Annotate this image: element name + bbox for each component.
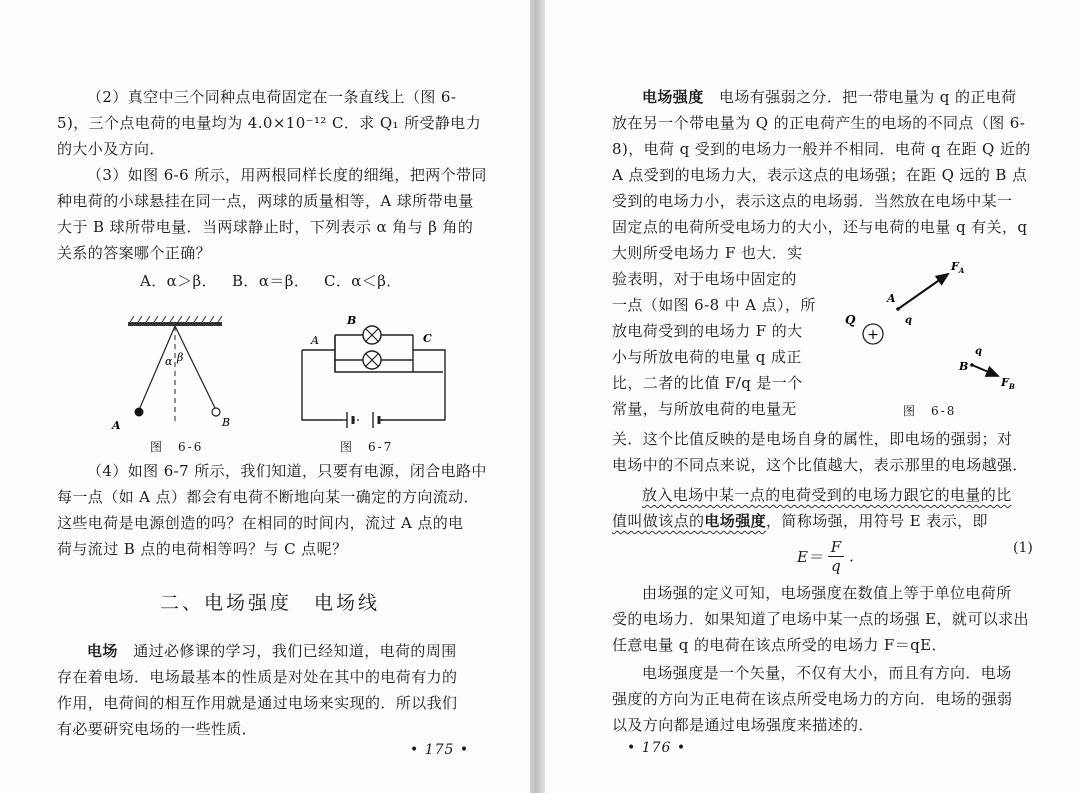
electric-field-paragraph [57,638,482,742]
field-strength-paragraph [612,84,1042,240]
equation-lhs: E＝ [797,548,823,566]
label-Q: Q [845,313,856,327]
label-FB-sub: B [1008,382,1015,391]
field-strength-conclusion [612,426,1042,478]
label-a: A [311,334,319,347]
text-line: 常量，与所放电荷的电量无 [612,400,797,418]
text-line: 小与所放电荷的电量 q 成正 [612,348,802,366]
exercise-2 [57,84,482,162]
text-line: 由场强的定义可知，电场强度在数值上等于单位电荷所 [642,584,1012,602]
plus-sign: + [867,327,879,343]
text-line: 以及方向都是通过电场强度来描述的． [612,716,874,734]
text-line: 放电荷受到的电场力 F 的大 [612,322,803,340]
text-line: 作用，电荷间的相互作用就是通过电场来实现的．所以我们 [57,694,458,712]
equation-denominator: q [831,557,841,575]
text-line: 存在着电场．电场最基本的性质是对处在其中的电荷有力的 [57,668,458,686]
exercise-4 [57,458,487,562]
definition-line-2-pre: 值叫做该点的 [612,512,705,530]
exercise-3 [57,162,487,266]
label-FB [1000,376,1015,391]
text-line: 放在另一个带电量为 Q 的正电荷产生的电场的不同点（图 6- [612,114,1026,132]
lamp-bottom [363,351,381,369]
term-field-strength: 电场强度 [642,88,704,106]
text-line: 电场中的不同点来说，这个比值越大，表示那里的电场越强． [612,456,1028,474]
page-number: • 176 • [627,740,687,756]
equation-numerator: F [828,538,844,557]
label-FB-main: F [1001,376,1009,389]
caption-6-7: 图 6-7 [340,440,394,454]
text-line: 受到的电场力小，表示这点的电场弱．当然放在电场中某一 [612,192,1013,210]
label-b: B [347,314,357,327]
caption-6-8: 图 6-8 [903,404,957,418]
text-line: 固定点的电荷所受电场力的大小，还与电荷的电量 q 有关，q [612,218,1028,236]
text-line: 一点（如图 6-8 中 A 点），所 [612,296,816,314]
definition-line-2-post: ，简称场强，用符号 E 表示，即 [766,512,988,530]
alpha-label: α [165,355,173,368]
text-line: 种电荷的小球悬挂在同一点，两球的质量相等，A 球所带电量 [57,192,474,210]
narrow-column-text [612,240,827,422]
after-equation-paragraph [612,580,1042,658]
text-line: 关．这个比值反映的是电场自身的属性，即电场的强弱；对 [612,430,1013,448]
ceiling-hatch [128,322,222,326]
text-line: 通过必修课的学习，我们已经知道，电荷的周围 [133,642,457,660]
equation-number: (1) [1013,540,1033,556]
label-A: A [887,292,896,305]
force-arrow-a [898,274,948,309]
answer-options [140,268,440,294]
label-FA-main: F [951,260,959,273]
string-b [175,326,216,410]
lamp-top [363,326,381,344]
caption-6-6: 图 6-6 [150,440,204,454]
label-a: A [112,419,121,432]
figure-6-6 [100,312,250,437]
section-heading: 二、电场强度 电场线 [160,592,381,614]
term-electric-field: 电场 [87,642,118,660]
text-line: 大则所受电场力 F 也大．实 [612,244,803,262]
book-gutter [530,0,545,793]
text-line: A 点受到的电场力大，表示这点的电场强；在距 Q 远的 B 点 [612,166,1028,184]
option-c: C．α＜β． [324,272,402,290]
right-page [545,0,1080,793]
text-line: 受的电场力．如果知道了电场中某一点的场强 E，就可以求出 [612,610,1029,628]
equation [797,538,854,575]
text-line: 大于 B 球所带电量．当两球静止时，下列表示 α 角与 β 角的 [57,218,474,236]
text-line: 关系的答案哪个正确？ [57,244,212,262]
text-line: 5)，三个点电荷的电量均为 4.0×10⁻¹² C．求 Q₁ 所受静电力 [57,114,482,132]
text-line: （2）真空中三个同种点电荷固定在一条直线上（图 6- [87,88,457,106]
force-arrow-b [972,365,998,376]
label-FA-sub: A [958,266,965,275]
text-line: 8)，电荷 q 受到的电场力一般并不相同．电荷 q 在距 Q 近的 [612,140,1031,158]
text-line: 验表明，对于电场中固定的 [612,270,797,288]
equation-end: . [848,547,854,566]
label-B: B [959,360,969,373]
ceiling-hatch-lines [130,316,222,322]
label-b: B [222,416,231,429]
text-line: 每一点（如 A 点）都会有电荷不断地向某一确定的方向流动． [57,488,479,506]
text-line: 强度的方向为正电荷在该点所受电场力的方向．电场的强弱 [612,690,1013,708]
label-q-b: q [975,346,982,357]
text-line: 的大小及方向． [57,140,165,158]
left-page [0,0,530,793]
beta-label: β [177,351,184,364]
text-line: 荷与流过 B 点的电荷相等吗？与 C 点呢？ [57,540,348,558]
ball-a [135,408,144,417]
text-line: 这些电荷是电源创造的吗？在相同的时间内，流过 A 点的电 [57,514,464,532]
text-line: 任意电量 q 的电荷在该点所受的电场力 F＝qE． [612,636,947,654]
definition-paragraph [612,482,1042,534]
equation-fraction [828,538,844,575]
figure-6-8 [835,252,1035,402]
label-c: C [423,332,432,345]
text-line: 有必要研究电场的一些性质． [57,720,258,738]
text-line: 比，二者的比值 F/q 是一个 [612,374,803,392]
text-line: 电场强度是一个矢量，不仅有大小，而且有方向．电场 [642,664,1012,682]
ball-b [212,408,220,416]
circuit-wires [302,335,445,420]
text-line: （3）如图 6-6 所示，用两根同样长度的细绳，把两个带同 [87,166,487,184]
vector-paragraph [612,660,1042,738]
definition-term: 电场强度 [704,512,767,530]
definition-line-1: 放入电场中某一点的电荷受到的电场力跟它的电量的比 [642,486,1012,504]
string-a [139,326,175,410]
figure-6-7 [295,312,455,432]
label-FA [950,260,965,275]
page-number: • 175 • [410,742,470,758]
text-line: （4）如图 6-7 所示，我们知道，只要有电源，闭合电路中 [87,462,487,480]
battery [343,412,383,428]
text-line: 电场有强弱之分．把一带电量为 q 的正电荷 [719,88,1017,106]
option-a: A．α＞β． [140,272,218,290]
label-q-a: q [905,315,912,326]
option-b: B．α＝β． [232,272,310,290]
